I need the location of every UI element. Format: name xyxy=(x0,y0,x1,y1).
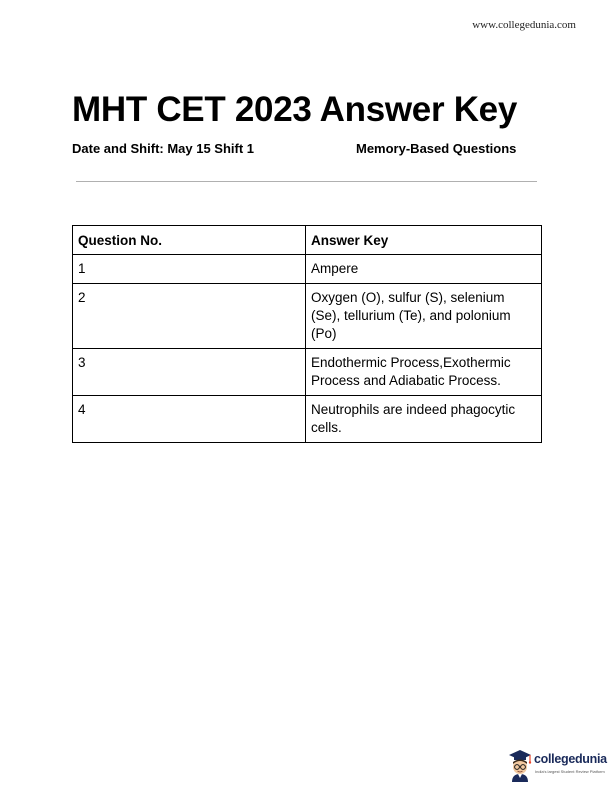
header-answer-key: Answer Key xyxy=(306,226,542,255)
question-number-cell: 4 xyxy=(73,396,306,443)
logo-wordmark: collegedunia xyxy=(534,752,607,766)
answer-cell: Neutrophils are indeed phagocytic cells. xyxy=(306,396,542,443)
page-title: MHT CET 2023 Answer Key xyxy=(72,90,518,129)
table-header-row xyxy=(73,226,542,255)
question-number-cell: 1 xyxy=(73,255,306,284)
graduate-mascot-icon xyxy=(506,748,534,782)
answer-cell: Oxygen (O), sulfur (S), selenium (Se), tellurium (Te), and polonium (Po) xyxy=(306,284,542,349)
answer-key-table xyxy=(72,225,542,443)
table-row xyxy=(73,284,542,349)
date-shift-label: Date and Shift: May 15 Shift 1 xyxy=(72,141,255,156)
site-url[interactable]: www.collegedunia.com xyxy=(472,19,576,31)
divider-line xyxy=(76,181,537,182)
logo-tagline: India's largest Student Review Platform xyxy=(535,769,605,774)
question-type-label: Memory-Based Questions xyxy=(356,141,517,156)
answer-cell: Endothermic Process,Exothermic Process and Adiabatic Process. xyxy=(306,349,542,396)
question-number-cell: 3 xyxy=(73,349,306,396)
answer-cell: Ampere xyxy=(306,255,542,284)
table-row xyxy=(73,255,542,284)
collegedunia-logo[interactable] xyxy=(506,748,606,782)
table-row xyxy=(73,349,542,396)
question-number-cell: 2 xyxy=(73,284,306,349)
header-question-no: Question No. xyxy=(73,226,306,255)
table-row xyxy=(73,396,542,443)
